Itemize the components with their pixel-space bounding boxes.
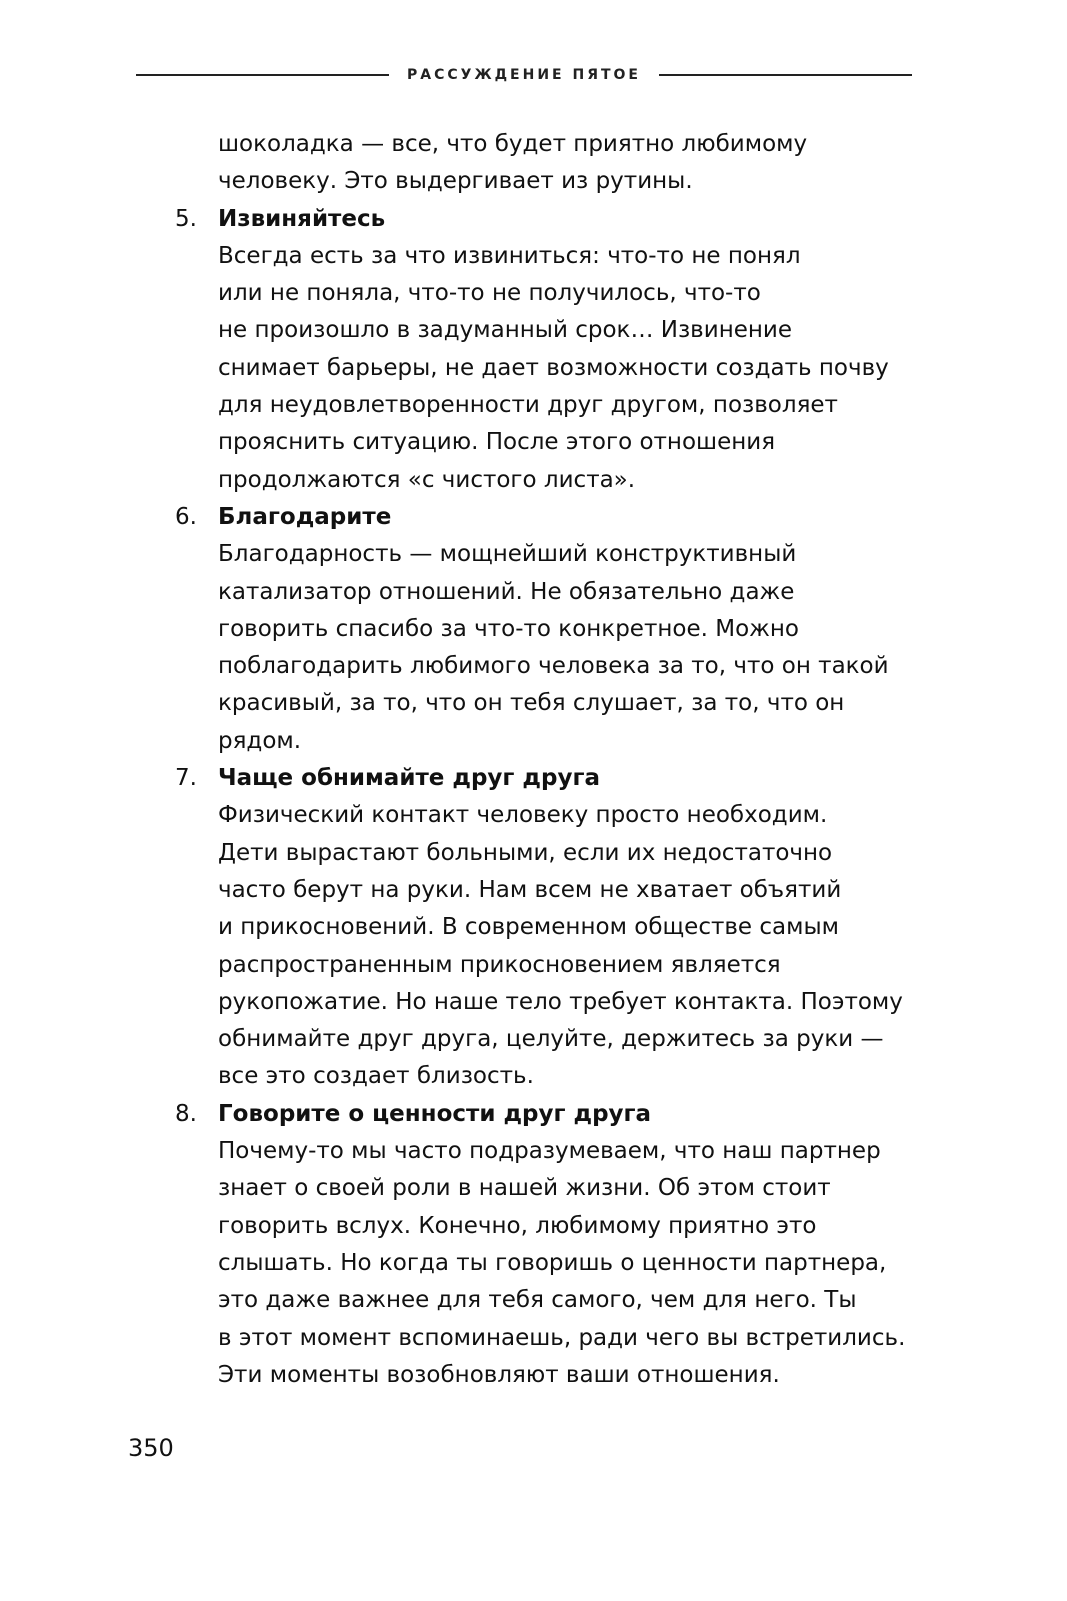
body-line: в этот момент вспоминаешь, ради чего вы встретились. [218, 1324, 906, 1351]
page-number: 350 [128, 1434, 174, 1462]
body-line: все это создает близость. [218, 1063, 534, 1090]
body-line: Эти моменты возобновляют ваши отношения. [218, 1361, 780, 1388]
body-line: не произошло в задуманный срок… Извинение [218, 317, 793, 344]
list-item-heading [175, 760, 935, 797]
page-body [175, 126, 935, 1394]
list-item-5 [175, 201, 935, 499]
body-line: это даже важнее для тебя самого, чем для него. Ты [218, 1287, 857, 1314]
list-item-title: Благодарите [218, 503, 392, 530]
list-item-title: Говорите о ценности друг друга [218, 1100, 652, 1127]
body-line: распространенным прикосновением является [218, 951, 781, 978]
body-line: слышать. Но когда ты говоришь о ценности партнера, [218, 1249, 887, 1276]
list-item-7 [175, 760, 935, 1096]
header-rule-left [136, 74, 389, 76]
list-item-title: Извиняйтесь [218, 205, 386, 232]
body-line: знает о своей роли в нашей жизни. Об этом стоит [218, 1175, 831, 1202]
body-line: продолжаются «с чистого листа». [218, 466, 636, 493]
header-rule-right [659, 74, 912, 76]
body-line: прояснить ситуацию. После этого отношения [218, 429, 776, 456]
body-line: говорить спасибо за что-то конкретное. Можно [218, 615, 799, 642]
body-line: снимает барьеры, не дает возможности создать почву [218, 354, 889, 381]
list-item-number: 5. [175, 205, 197, 232]
body-line: говорить вслух. Конечно, любимому приятно это [218, 1212, 817, 1239]
body-line: Всегда есть за что извиниться: что-то не понял [218, 242, 801, 269]
body-line: обнимайте друг друга, целуйте, держитесь за руки — [218, 1026, 884, 1053]
running-title: РАССУЖДЕНИЕ ПЯТОЕ [407, 67, 641, 83]
body-line: поблагодарить любимого человека за то, что он такой [218, 653, 889, 680]
body-line: Физический контакт человеку просто необходим. [218, 802, 828, 829]
body-line: Благодарность — мощнейший конструктивный [218, 541, 797, 568]
body-line: часто берут на руки. Нам всем не хватает объятий [218, 876, 842, 903]
list-item-number: 8. [175, 1100, 197, 1127]
list-item-heading [175, 499, 935, 536]
list-item-heading [175, 1096, 935, 1133]
body-line: или не поняла, что-то не получилось, что-то [218, 280, 761, 307]
body-line: и прикосновений. В современном обществе самым [218, 914, 839, 941]
list-item-6 [175, 499, 935, 760]
body-line: рукопожатие. Но наше тело требует контакта. Поэтому [218, 988, 903, 1015]
body-line: Дети вырастают больными, если их недостаточно [218, 839, 833, 866]
list-item-8 [175, 1096, 935, 1394]
body-line: шоколадка — все, что будет приятно любимому [218, 131, 808, 157]
list-item-heading [175, 201, 935, 238]
list-item-number: 7. [175, 765, 197, 792]
body-line: красивый, за то, что он тебя слушает, за то, что он [218, 690, 845, 717]
body-line: человеку. Это выдергивает из рутины. [218, 168, 693, 195]
body-line: для неудовлетворенности друг другом, позволяет [218, 392, 838, 419]
list-item-number: 6. [175, 503, 197, 530]
running-header [136, 64, 912, 86]
body-line: катализатор отношений. Не обязательно даже [218, 578, 795, 605]
list-item-title: Чаще обнимайте друг друга [218, 765, 601, 792]
body-line: Почему-то мы часто подразумеваем, что наш партнер [218, 1138, 881, 1165]
body-line: рядом. [218, 727, 302, 754]
